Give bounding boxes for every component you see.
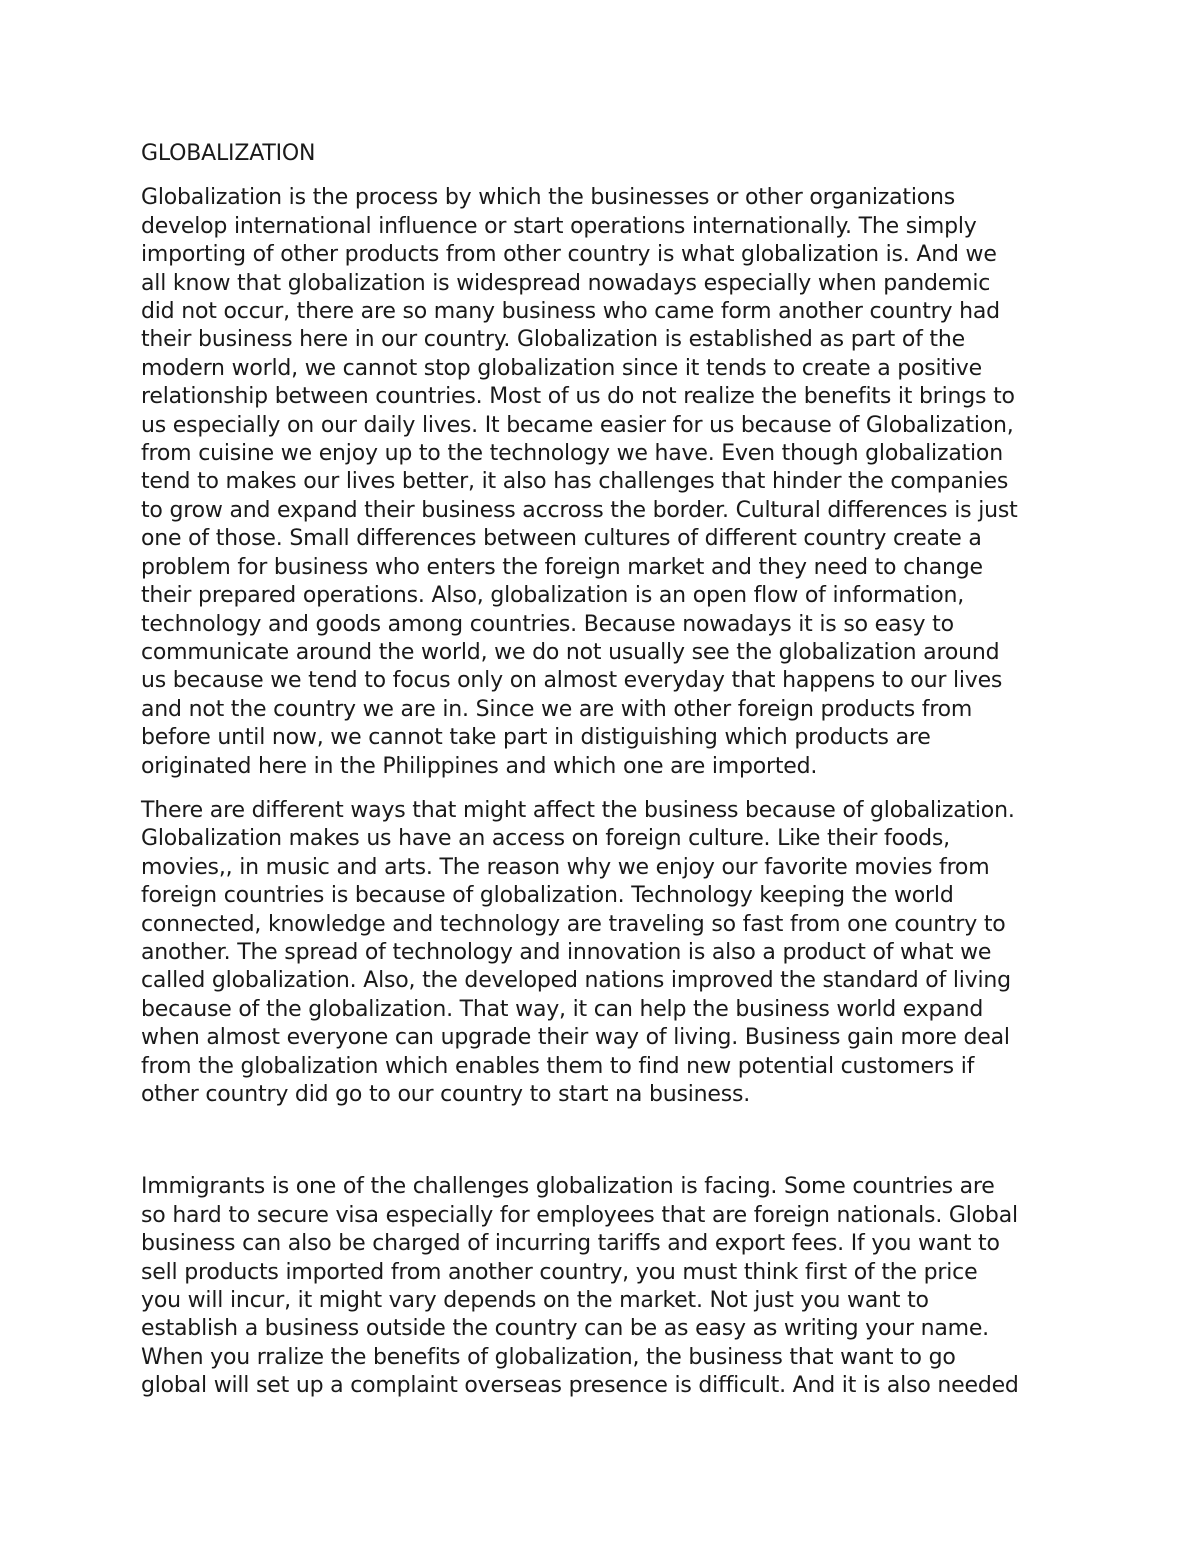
blank-paragraph: [141, 1125, 1081, 1173]
paragraph-line: their prepared operations. Also, globalization is an open flow of information,: [141, 583, 965, 609]
paragraph-line: movies,, in music and arts. The reason why we enjoy our favorite movies from: [141, 854, 990, 880]
paragraph-line: other country did go to our country to start na business.: [141, 1082, 751, 1107]
paragraph-line: global will set up a complaint overseas presence is difficult. And it is also needed: [141, 1373, 1019, 1399]
paragraph-line: Globalization makes us have an access on foreign culture. Like their foods,: [141, 826, 950, 852]
paragraph-line: and not the country we are in. Since we are with other foreign products from: [141, 696, 973, 722]
paragraph-line: relationship between countries. Most of us do not realize the benefits it brings to: [141, 384, 1015, 410]
paragraph-3: [141, 1173, 1081, 1400]
paragraph-line: technology and goods among countries. Because nowadays it is so easy to: [141, 611, 954, 637]
paragraph-line: from cuisine we enjoy up to the technology we have. Even though globalization: [141, 441, 1003, 467]
paragraph-line: importing of other products from other country is what globalization is. And we: [141, 242, 997, 268]
paragraph-line: when almost everyone can upgrade their way of living. Business gain more deal: [141, 1025, 1010, 1051]
paragraph-line: Immigrants is one of the challenges globalization is facing. Some countries are: [141, 1174, 995, 1200]
document-title: GLOBALIZATION: [141, 141, 316, 166]
paragraph-line: foreign countries is because of globalization. Technology keeping the world: [141, 883, 954, 909]
paragraph-line: develop international influence or start operations internationally. The simply: [141, 213, 977, 239]
paragraph-line: There are different ways that might affect the business because of globalization.: [141, 797, 1015, 823]
paragraph-line: to grow and expand their business accross the border. Cultural differences is just: [141, 497, 1018, 523]
paragraph-line: did not occur, there are so many business who came form another country had: [141, 299, 1000, 325]
paragraph-line: sell products imported from another country, you must think first of the price: [141, 1259, 978, 1285]
paragraph-line: from the globalization which enables them to find new potential customers if: [141, 1053, 975, 1079]
paragraph-2: [141, 797, 1081, 1109]
paragraph-line: problem for business who enters the foreign market and they need to change: [141, 554, 983, 580]
paragraph-line: one of those. Small differences between cultures of different country create a: [141, 526, 982, 552]
paragraph-line: because of the globalization. That way, it can help the business world expand: [141, 996, 984, 1022]
paragraph-1: [141, 184, 1081, 781]
paragraph-line: communicate around the world, we do not usually see the globalization around: [141, 639, 1000, 665]
paragraph-line: all know that globalization is widespread nowadays especially when pandemic: [141, 270, 991, 296]
paragraph-line: When you rralize the benefits of globalization, the business that want to go: [141, 1344, 956, 1370]
paragraph-line: business can also be charged of incurring tariffs and export fees. If you want to: [141, 1231, 1000, 1257]
paragraph-line: called globalization. Also, the developed nations improved the standard of living: [141, 968, 1011, 994]
paragraph-line: modern world, we cannot stop globalization since it tends to create a positive: [141, 355, 982, 381]
paragraph-line: so hard to secure visa especially for employees that are foreign nationals. Global: [141, 1202, 1018, 1228]
paragraph-line: before until now, we cannot take part in distiguishing which products are: [141, 725, 931, 751]
paragraph-line: us because we tend to focus only on almost everyday that happens to our lives: [141, 668, 1003, 694]
paragraph-line: another. The spread of technology and innovation is also a product of what we: [141, 939, 992, 965]
paragraph-line: you will incur, it might vary depends on the market. Not just you want to: [141, 1288, 929, 1314]
paragraph-line: establish a business outside the country can be as easy as writing your name.: [141, 1316, 989, 1342]
paragraph-line: tend to makes our lives better, it also has challenges that hinder the companies: [141, 469, 1009, 495]
paragraph-line: originated here in the Philippines and which one are imported.: [141, 753, 818, 779]
paragraph-line: connected, knowledge and technology are traveling so fast from one country to: [141, 911, 1006, 937]
paragraph-line: us especially on our daily lives. It became easier for us because of Globalization,: [141, 412, 1014, 438]
document-body: [141, 140, 1081, 1417]
paragraph-line: Globalization is the process by which the businesses or other organizations: [141, 185, 956, 211]
paragraph-line: their business here in our country. Globalization is established as part of the: [141, 327, 965, 353]
